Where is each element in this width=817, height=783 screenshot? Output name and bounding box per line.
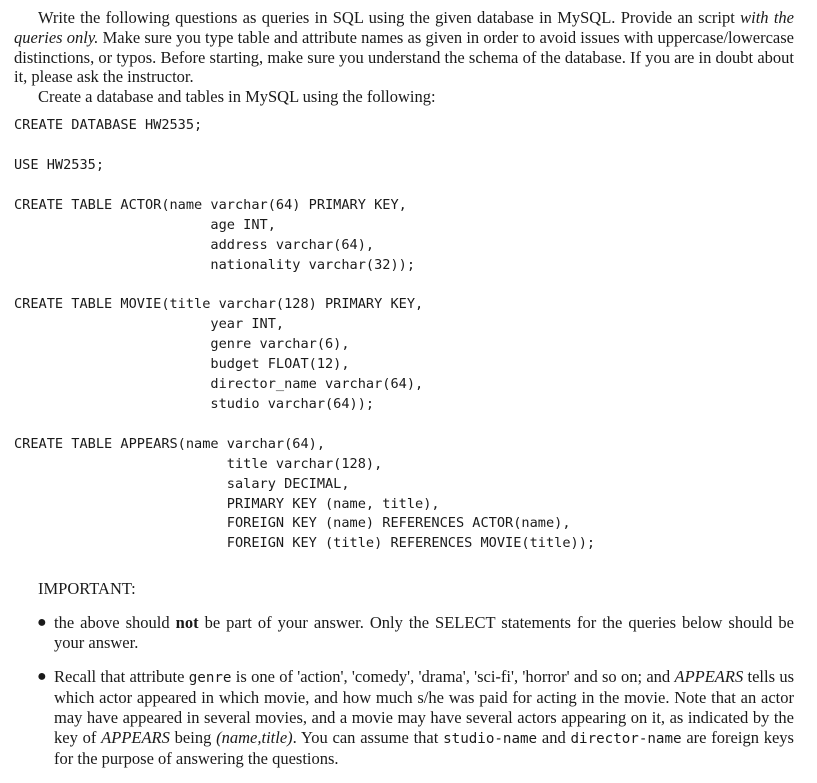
create-table-movie: CREATE TABLE MOVIE(title varchar(128) PRIMARY KEY, year INT, genre varchar(6), budget FLOAT(12), director_name varchar(64), studio varchar(64)); [14,296,424,412]
bullet2-text-1: Recall that attribute [54,667,189,687]
bullet-icon: ● [37,614,47,632]
intro-text-1: Write the following questions as queries in SQL using the given database in MySQL. Provide an script [38,8,741,27]
use-database-statement: USE HW2535; [14,156,105,173]
bullet1-text-1: the above should [54,613,176,633]
list-item [14,667,794,769]
bullet2-text-4: being [169,728,217,748]
bullet2-text-2: is one of 'action', 'comedy', 'drama', 'sci-fi', 'horror' and so on; and [231,667,675,687]
important-heading: IMPORTANT: [38,579,136,599]
create-table-actor: CREATE TABLE ACTOR(name varchar(64) PRIMARY KEY, age INT, address varchar(64), nationality varchar(32)); [14,196,416,273]
create-table-appears: CREATE TABLE APPEARS(name varchar(64), title varchar(128), salary DECIMAL, PRIMARY KEY (name, title), FOREIGN KEY (name) REFERENCES ACTOR(name), FOREIGN KEY (title) REFERENCES MOVIE(title)); [14,435,596,552]
intro-emphasis: with the queries only. [14,8,794,47]
bullet2-text-3: tells us which actor appeared in which movie, and how much s/he was paid for acting in the movie. Note that an actor may have appeared in several movies, and a movie may have several actors appearing on it, as indicated by the key of [54,667,794,748]
bullet2-code-studio: studio-name [443,731,538,748]
bullet1-text-2: be part of your answer. Only the SELECT statements for the queries below should be your answer. [54,613,794,653]
bullet2-emphasis-key: (name,title) [216,728,293,748]
bullet2-code-director: director-name [570,731,682,748]
bullet2-text-6: and [537,728,571,748]
bullet-icon: ● [37,668,47,686]
create-database-statement: CREATE DATABASE HW2535; [14,116,203,133]
bullet2-text-5: . You can assume that [292,728,444,748]
intro-paragraph [14,8,794,87]
bullet2-emphasis-appears-2: APPEARS [101,728,170,748]
important-list [14,613,794,769]
assignment-page [14,8,794,783]
bullet2-text-7: are foreign keys for the purpose of answering the questions. [54,728,794,769]
bullet2-code-genre: genre [188,670,232,687]
bullet2-emphasis-appears: APPEARS [674,667,744,687]
list-item [14,613,794,653]
bullet1-bold: not [175,613,199,633]
create-instructions: Create a database and tables in MySQL using the following: [38,87,436,107]
intro-text-2: Make sure you type table and attribute names as given in order to avoid issues with uppercase/lowercase distinctions, or typos. Before starting, make sure you understand the schema of the database. If you are in doubt about it, please ask the instructor. [14,27,794,87]
